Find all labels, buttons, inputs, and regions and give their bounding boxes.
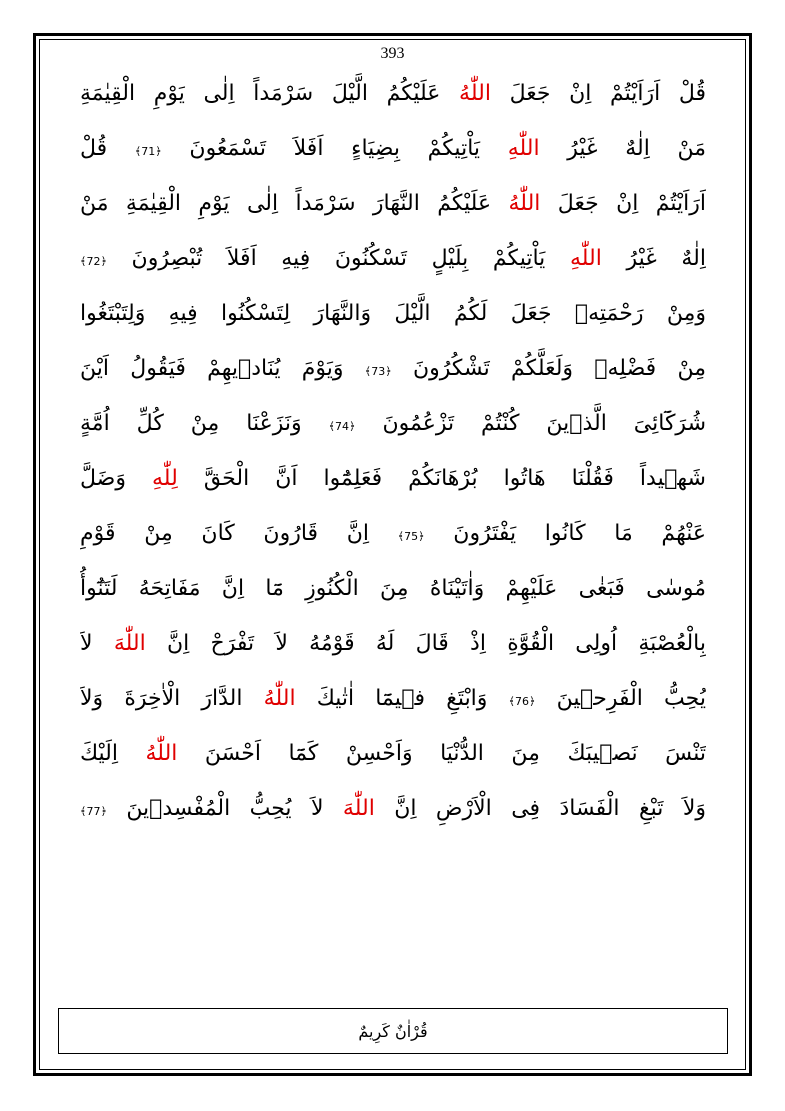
verse-text: وَضَلَّ xyxy=(80,466,152,491)
verse-text: يَاْتِيكُمْ بِلَيْلٍ تَسْكُنُونَ فِيهِ اَفَلاَ تُبْصِرُونَ xyxy=(106,246,570,271)
verse-number: ﴿76﴾ xyxy=(508,695,536,708)
verse-text: عَنْهُمْ مَا كَانُوا يَفْتَرُونَ xyxy=(424,521,706,546)
verse-text: قُلْ xyxy=(80,136,135,161)
verse-number: ﴿72﴾ xyxy=(80,255,107,268)
verse-line xyxy=(80,176,706,231)
verse-number: ﴿75﴾ xyxy=(397,530,425,543)
verse-line xyxy=(80,506,706,561)
verse-number: ﴿71﴾ xyxy=(134,145,162,158)
verse-line xyxy=(80,231,706,286)
verse-text: وَيَوْمَ يُنَادٖيهِمْ فَيَقُولُ اَيْنَ xyxy=(80,356,365,381)
divine-name: اللّٰهَ xyxy=(342,796,375,821)
verse-line xyxy=(80,561,706,616)
verse-text: عَلَيْكُمُ الَّيْلَ سَرْمَداً اِلٰى يَوْمِ الْقِيٰمَةِ xyxy=(80,81,460,106)
quran-text-block xyxy=(80,66,706,836)
verse-line xyxy=(80,671,706,726)
verse-text: يَاْتِيكُمْ بِضِيَاءٍ اَفَلاَ تَسْمَعُونَ xyxy=(161,136,508,161)
verse-line xyxy=(80,286,706,341)
verse-text: شَهٖيداً فَقُلْنَا هَاتُوا بُرْهَانَكُمْ فَعَلِمُٓوا اَنَّ الْحَقَّ xyxy=(177,466,706,491)
divine-name: اللّٰهِ xyxy=(569,246,602,271)
verse-text: قُلْ اَرَاَيْتُمْ اِنْ جَعَلَ xyxy=(490,81,706,106)
verse-text: لاَ xyxy=(80,631,114,656)
divine-name: اللّٰهُ xyxy=(145,741,178,766)
divine-name: اللّٰهُ xyxy=(263,686,296,711)
verse-text: اِلٰهٌ غَيْرُ xyxy=(601,246,706,271)
divine-name: اللّٰهَ xyxy=(113,631,146,656)
verse-text: بِالْعُصْبَةِ اُولِى الْقُوَّةِ اِذْ قَالَ لَهُ قَوْمُهُ لاَ تَفْرَحْ اِنَّ xyxy=(145,631,706,656)
verse-text: اِنَّ قَارُونَ كَانَ مِنْ قَوْمِ xyxy=(80,521,398,546)
divine-name: اللّٰهِ xyxy=(507,136,540,161)
verse-text: لاَ يُحِبُّ الْمُفْسِدٖينَ xyxy=(106,796,343,821)
verse-text: عَلَيْكُمُ النَّهَارَ سَرْمَداً اِلٰى يَوْمِ الْقِيٰمَةِ مَنْ xyxy=(80,191,509,216)
footer-title: قُرْاٰنٌ كَرِيمٌ xyxy=(358,1021,428,1041)
verse-line xyxy=(80,451,706,506)
verse-text: وَلاَ تَبْغِ الْفَسَادَ فِى الْاَرْضِ اِنَّ xyxy=(374,796,706,821)
verse-line xyxy=(80,66,706,121)
verse-text: وَنَزَعْنَا مِنْ كُلِّ اُمَّةٍ xyxy=(80,411,329,436)
verse-text: مِنْ فَضْلِه۪ وَلَعَلَّكُمْ تَشْكُرُونَ xyxy=(391,356,706,381)
verse-text: شُرَكَٓائِىَ الَّذٖينَ كُنْتُمْ تَزْعُمُونَ xyxy=(355,411,706,436)
verse-line xyxy=(80,341,706,396)
verse-text: اَرَاَيْتُمْ اِنْ جَعَلَ xyxy=(540,191,706,216)
divine-name: اللّٰهُ xyxy=(459,81,491,106)
verse-line xyxy=(80,121,706,176)
verse-text: مُوسٰى فَبَغٰى عَلَيْهِمْ وَاٰتَيْنَاهُ مِنَ الْكُنُوزِ مَٓا اِنَّ مَفَاتِحَهُ لَتَنُٓوأُ xyxy=(80,576,706,601)
verse-line xyxy=(80,396,706,451)
divine-name: لِلّٰهِ xyxy=(152,466,178,491)
verse-text: تَنْسَ نَصٖيبَكَ مِنَ الدُّنْيَا وَاَحْسِنْ كَمَٓا اَحْسَنَ xyxy=(177,741,706,766)
verse-number: ﴿74﴾ xyxy=(328,420,356,433)
verse-text: وَمِنْ رَحْمَتِه۪ جَعَلَ لَكُمُ الَّيْلَ وَالنَّهَارَ لِتَسْكُنُوا فِيهِ وَلِتَبْتَغُوا xyxy=(80,301,706,326)
verse-text: مَنْ اِلٰهٌ غَيْرُ xyxy=(539,136,706,161)
verse-text: وَابْتَغِ فٖيمَٓا اٰتٰيكَ xyxy=(295,686,509,711)
verse-text: اِلَيْكَ xyxy=(80,741,146,766)
verse-text: الدَّارَ الْاٰخِرَةَ وَلاَ xyxy=(80,686,264,711)
footer-box xyxy=(58,1008,728,1054)
verse-number: ﴿77﴾ xyxy=(80,805,107,818)
verse-line xyxy=(80,616,706,671)
verse-number: ﴿73﴾ xyxy=(364,365,392,378)
divine-name: اللّٰهُ xyxy=(508,191,541,216)
verse-line xyxy=(80,781,706,836)
verse-line xyxy=(80,726,706,781)
page-number: 393 xyxy=(380,45,405,62)
verse-text: يُحِبُّ الْفَرِحٖينَ xyxy=(535,686,706,711)
